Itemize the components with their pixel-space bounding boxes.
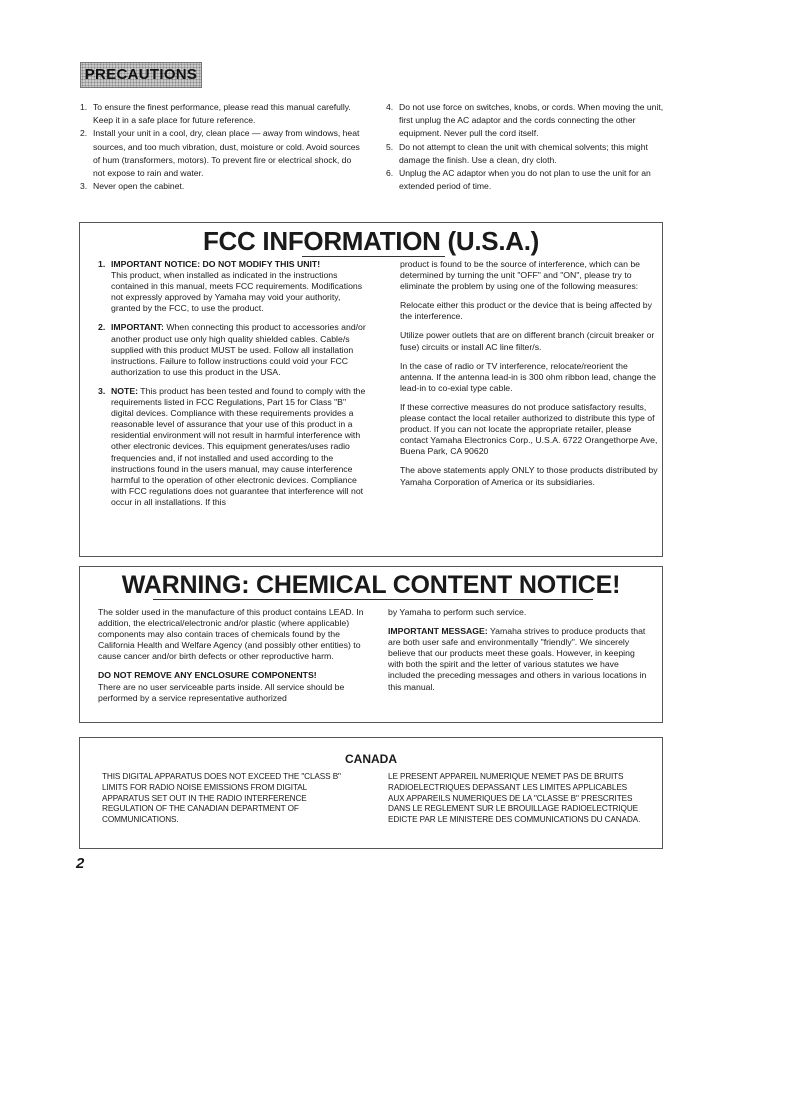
warning-paragraph: The solder used in the manufacture of this product contains LEAD. In addition, the electrical/electronic and/or plastic (where applicable) components may also contain traces of chemicals found by the California Health and Welfare Agency (and possibly other entities) to cause cancer and/or birth defects or other reproductive harm.: [98, 607, 364, 662]
precautions-left-list: [80, 101, 363, 193]
fcc-box: [79, 222, 663, 557]
warning-title: WARNING: CHEMICAL CONTENT NOTICE!: [121, 571, 621, 599]
fcc-title: FCC INFORMATION (U.S.A.): [202, 226, 540, 256]
list-item: 4. Do not use force on switches, knobs, or cords. When moving the unit, first unplug the AC adaptor and the cords connecting the other equipment. Never pull the cord itself.: [386, 102, 664, 139]
canada-english-text: THIS DIGITAL APPARATUS DOES NOT EXCEED THE "CLASS B" LIMITS FOR RADIO NOISE EMISSIONS FROM DIGITAL APPARATUS SET OUT IN THE RADIO INTERFERENCE REGULATION OF THE CANADIAN DEPARTMENT OF COMMUNICATIONS.: [102, 772, 341, 825]
fcc-item-1: 1. IMPORTANT NOTICE: DO NOT MODIFY THIS UNIT! This product, when installed as indicated in the instructions contained in this manual, meets FCC requirements. Modifications not expressly approved by Yamaha may void your authority, granted by the FCC, to use the product.: [98, 259, 363, 314]
page-number: 2: [76, 855, 85, 872]
precautions-right-list: [386, 101, 676, 193]
fcc-left-column: [98, 259, 366, 516]
list-item: 2. Install your unit in a cool, dry, clean place — away from windows, heat sources, and too much vibration, dust, moisture or cold. Avoid sources of hum (transformers, motors). To prevent fire or electrical shock, do not expose to rain and water.: [80, 128, 360, 179]
fcc-item-3: 3. NOTE: This product has been tested and found to comply with the requirements listed in FCC Regulations, Part 15 for Class "B" digital devices. Compliance with these requirements provides a reasonable level of assurance that your use of this product in a residential environment will not result in harmful interference with other electronic devices. This equipment generates/uses radio frequencies and, if not installed and used according to the instructions found in the users manual, may cause interference harmful to the operation of other electronic devices. Compliance with FCC regulations does not guarantee that interference will not occur in all installations. If this: [98, 385, 366, 507]
fcc-paragraph: In the case of radio or TV interference, relocate/reorient the antenna. If the antenna lead-in is 300 ohm ribbon lead, change the lead-in to co-exial type cable.: [400, 360, 656, 393]
warning-paragraph: There are no user serviceable parts inside. All service should be performed by a service representative authorized: [98, 681, 345, 703]
fcc-item-2: 2. IMPORTANT: When connecting this product to accessories and/or another product use only high quality shielded cables. Cable/s supplied with this product MUST be used. Follow all installation instructions. Failure to follow instructions could void your FCC authorization to use this product in the USA.: [98, 322, 366, 377]
canada-box: [79, 737, 663, 849]
warning-right-column: [388, 607, 652, 693]
fcc-paragraph: If these corrective measures do not produce satisfactory results, please contact the local retailer authorized to distribute this type of product. If you can not locate the appropriate retailer, please contact Yamaha Electronics Corp., U.S.A. 6722 Orangethorpe Ave, Buena Park, CA 90620: [400, 401, 658, 457]
list-item: 3. Never open the cabinet.: [80, 181, 185, 192]
fcc-paragraph: product is found to be the source of interference, which can be determined by turning the unit "OFF" and "ON", please try to eliminate the problem by using one of the following measures:: [400, 259, 641, 292]
warning-heading: DO NOT REMOVE ANY ENCLOSURE COMPONENTS!: [98, 670, 317, 681]
warning-box: [79, 566, 663, 723]
fcc-title-rule: [302, 256, 445, 257]
fcc-paragraph: Relocate either this product or the device that is being affected by the interference.: [400, 300, 652, 322]
fcc-paragraph: Utilize power outlets that are on different branch (circuit breaker or fuse) circuits or install AC line filter/s.: [400, 330, 655, 352]
warning-paragraph: Yamaha strives to produce products that are both user safe and environmentally "friendly". We sincerely believe that our products meet these goals. However, in keeping with both the spirit and the letter of various statutes we have included the preceding messages and others in various locations in this manual.: [388, 626, 647, 692]
list-item: 5. Do not attempt to clean the unit with chemical solvents; this might damage the finish. Use a clean, dry cloth.: [386, 141, 648, 165]
important-message-label: IMPORTANT MESSAGE:: [388, 626, 488, 637]
canada-french-text: LE PRESENT APPAREIL NUMERIQUE N'EMET PAS DE BRUITS RADIOELECTRIQUES DEPASSANT LES LIMITES APPLICABLES AUX APPAREILS NUMERIQUES DE LA "CLASSE B" PRESCRITES DANS LE REGLEMENT SUR LE BROUILLAGE RADIOELECTRIQUE EDICTE PAR LE MINISTERE DES COMMUNICATIONS DU CANADA.: [388, 772, 641, 825]
list-item: 6. Unplug the AC adaptor when you do not plan to use the unit for an extended period of time.: [386, 168, 651, 192]
fcc-right-column: [400, 259, 658, 496]
list-item: 1. To ensure the finest performance, please read this manual carefully. Keep it in a safe place for future reference.: [80, 102, 351, 126]
precautions-title: PRECAUTIONS: [80, 62, 202, 88]
warning-title-rule: [153, 599, 593, 600]
warning-left-column: [98, 607, 370, 704]
canada-title: CANADA: [345, 752, 397, 766]
warning-paragraph: by Yamaha to perform such service.: [388, 607, 527, 617]
fcc-paragraph: The above statements apply ONLY to those products distributed by Yamaha Corporation of America or its subsidiaries.: [400, 465, 658, 487]
